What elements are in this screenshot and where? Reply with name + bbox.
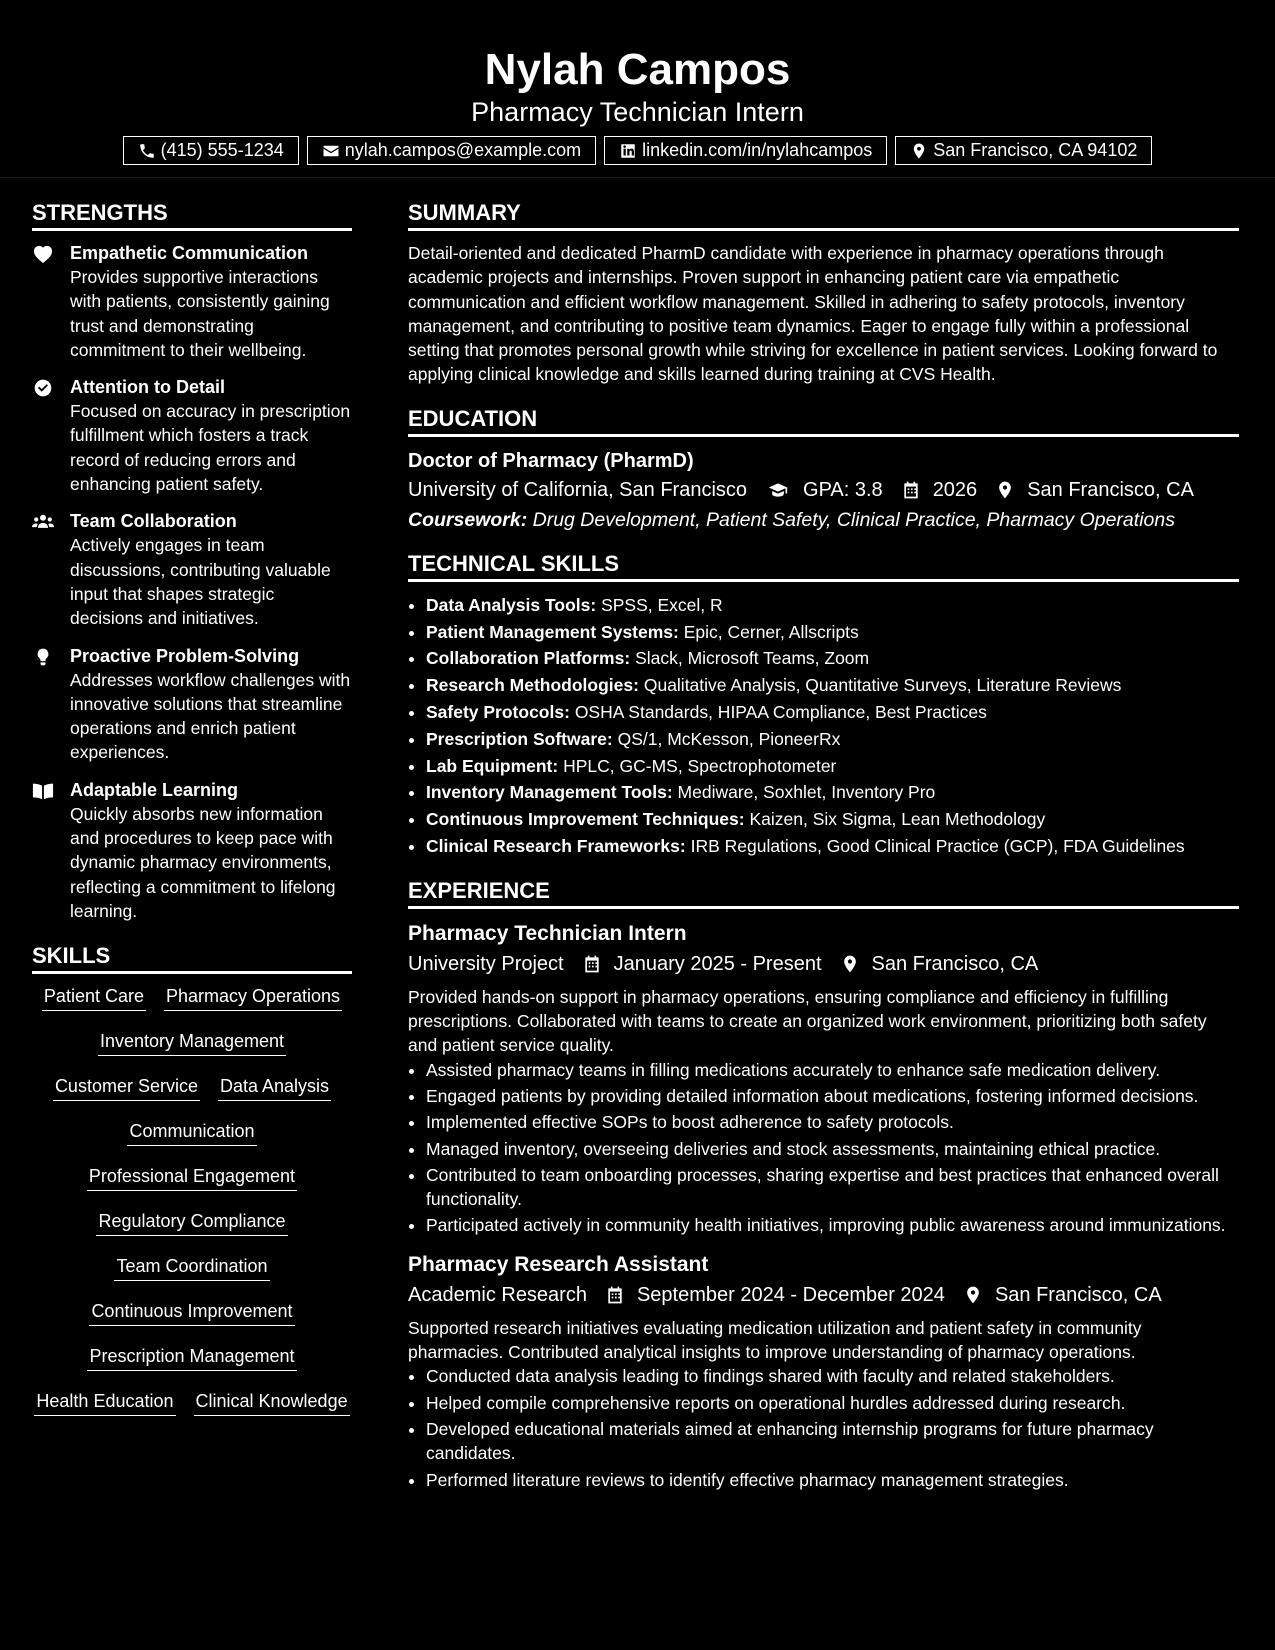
tech-skill-value: SPSS, Excel, R <box>601 594 723 615</box>
list-item: • Conducted data analysis leading to findings shared with faculty and related stakeholders. <box>426 1364 1239 1388</box>
experience-heading: EXPERIENCE <box>408 876 1239 909</box>
tech-skill-value: QS/1, McKesson, PioneerRx <box>617 728 841 749</box>
tech-skill-label: Research Methodologies: <box>426 675 639 696</box>
tech-skill-value: Slack, Microsoft Teams, Zoom <box>635 648 870 669</box>
list-item: • Participated actively in community health initiatives, improving public awareness around immunizations. <box>426 1213 1239 1237</box>
job-entry <box>408 1250 1239 1492</box>
job-meta <box>408 1280 1239 1310</box>
tech-skill-value: HPLC, GC-MS, Spectrophotometer <box>563 755 837 776</box>
list-item <box>426 699 1239 726</box>
book-icon <box>32 781 54 801</box>
job-meta <box>408 949 1239 979</box>
job-entry <box>408 919 1239 1238</box>
tech-skill-label: Data Analysis Tools: <box>426 594 597 615</box>
list-item: • Managed inventory, overseeing deliveries and stock assessments, maintaining ethical practice. <box>426 1137 1239 1161</box>
tech-skill-value: OSHA Standards, HIPAA Compliance, Best Practices <box>574 701 987 722</box>
contact-email[interactable] <box>307 136 596 165</box>
tech-skill-label: Inventory Management Tools: <box>426 782 673 803</box>
job-title: Pharmacy Research Assistant <box>408 1252 709 1276</box>
coursework-label: Coursework: <box>408 508 528 531</box>
education-heading: EDUCATION <box>408 404 1239 437</box>
list-item: • Assisted pharmacy teams in filling medications accurately to enhance safe medication delivery. <box>426 1058 1239 1082</box>
skill-tag: Clinical Knowledge <box>194 1389 350 1416</box>
list-item <box>426 806 1239 833</box>
skill-tag: Patient Care <box>42 984 146 1011</box>
calendar-icon <box>901 480 921 500</box>
strength-desc: Quickly absorbs new information and procedures to keep pace with dynamic pharmacy environments, reflecting a commitment to lifelong learning. <box>70 803 336 921</box>
contact-location-text: San Francisco, CA 94102 <box>933 140 1138 160</box>
list-item <box>426 645 1239 672</box>
resume-header <box>0 0 1275 178</box>
skill-tag: Data Analysis <box>218 1074 331 1101</box>
strength-desc: Provides supportive interactions with patients, consistently gaining trust and demonstrating commitment to their wellbeing. <box>70 267 330 360</box>
skill-tag: Continuous Improvement <box>89 1299 294 1326</box>
job-bullets <box>408 1364 1239 1491</box>
contact-email-text: nylah.campos@example.com <box>344 140 582 160</box>
skill-tag: Regulatory Compliance <box>96 1209 287 1236</box>
graduation-cap-icon <box>765 480 791 500</box>
right-column <box>408 198 1239 1504</box>
list-item <box>426 592 1239 619</box>
contact-phone-text: (415) 555-1234 <box>160 140 284 160</box>
skill-tag: Team Coordination <box>114 1254 269 1281</box>
tech-skill-label: Patient Management Systems: <box>426 621 679 642</box>
strength-desc: Focused on accuracy in prescription fulfillment which fosters a track record of reducing errors and enhancing patient safety. <box>70 401 351 495</box>
strength-title: Team Collaboration <box>70 511 237 532</box>
phone-icon <box>138 142 156 160</box>
technical-skills-list <box>408 592 1239 860</box>
skill-tag: Pharmacy Operations <box>164 984 342 1011</box>
tech-skill-label: Continuous Improvement Techniques: <box>426 809 745 830</box>
skill-tag: Health Education <box>34 1389 175 1416</box>
strength-item <box>32 778 352 923</box>
strength-desc: Actively engages in team discussions, contributing valuable input that shapes strategic decisions and initiatives. <box>70 535 331 629</box>
job-description: Supported research initiatives evaluating medication utilization and patient safety in community pharmacies. Contributed analytical insights to improve understanding of pharmacy operations. <box>408 1317 1142 1363</box>
education-location: San Francisco, CA <box>1027 478 1194 501</box>
list-item: • Implemented effective SOPs to boost adherence to safety protocols. <box>426 1110 1239 1134</box>
skill-tag: Inventory Management <box>98 1029 286 1056</box>
tech-skill-label: Safety Protocols: <box>426 701 570 722</box>
strength-item <box>32 509 352 630</box>
heart-icon <box>32 244 54 264</box>
strength-item <box>32 375 352 496</box>
left-column <box>32 198 352 1434</box>
calendar-icon <box>605 1285 625 1305</box>
candidate-name: Nylah Campos <box>484 45 791 94</box>
education-school: University of California, San Francisco <box>408 478 748 501</box>
tech-skill-label: Collaboration Platforms: <box>426 648 631 669</box>
technical-skills-heading: TECHNICAL SKILLS <box>408 549 1239 582</box>
skill-tag: Prescription Management <box>87 1344 296 1371</box>
job-org: University Project <box>408 952 564 975</box>
summary-heading: SUMMARY <box>408 198 1239 231</box>
contact-phone[interactable] <box>123 136 299 165</box>
list-item: • Performed literature reviews to identify effective pharmacy management strategies. <box>426 1468 1239 1492</box>
strengths-heading: STRENGTHS <box>32 198 352 231</box>
strength-desc: Addresses workflow challenges with innovative solutions that streamline operations and enrich patient experiences. <box>70 669 351 763</box>
list-item: • Contributed to team onboarding processes, sharing expertise and best practices that enhanced overall functionality. <box>426 1163 1239 1212</box>
tech-skill-label: Prescription Software: <box>426 728 613 749</box>
strength-item <box>32 241 352 362</box>
tech-skill-label: Lab Equipment: <box>426 755 559 776</box>
job-location: San Francisco, CA <box>994 1283 1162 1306</box>
skill-tag: Customer Service <box>53 1074 200 1101</box>
coursework-list: Drug Development, Patient Safety, Clinical Practice, Pharmacy Operations <box>532 508 1175 531</box>
envelope-icon <box>322 142 340 160</box>
job-org: Academic Research <box>408 1283 587 1306</box>
contact-linkedin[interactable] <box>604 136 887 165</box>
job-title: Pharmacy Technician Intern <box>408 921 687 945</box>
lightbulb-icon <box>32 647 54 667</box>
education-year: 2026 <box>932 478 978 501</box>
education-coursework <box>408 505 1239 535</box>
tech-skill-value: Mediware, Soxhlet, Inventory Pro <box>677 782 936 803</box>
map-pin-icon <box>995 480 1015 500</box>
strength-title: Adaptable Learning <box>70 779 239 800</box>
map-pin-icon <box>910 142 928 160</box>
users-icon <box>32 512 54 532</box>
education-gpa: GPA: 3.8 <box>803 478 883 501</box>
strength-title: Empathetic Communication <box>70 243 309 263</box>
list-item: • Helped compile comprehensive reports on operational hurdles addressed during research. <box>426 1391 1239 1415</box>
job-location: San Francisco, CA <box>871 952 1039 975</box>
summary-text: Detail-oriented and dedicated PharmD candidate with experience in pharmacy operations through academic projects and internships. Proven support in enhancing patient care via empathetic communication and efficient workflow management. Skilled in adhering to safety protocols, inventory management, and contributing to positive team dynamics. Eager to engage fully within a professional setting that promotes personal growth while striving for excellence in patient services. Looking forward to applying clinical knowledge and skills learned during training at CVS Health. <box>408 243 1218 385</box>
job-dates: September 2024 - December 2024 <box>636 1283 945 1306</box>
calendar-icon <box>582 954 602 974</box>
strength-title: Attention to Detail <box>70 377 225 398</box>
tech-skill-value: Qualitative Analysis, Quantitative Surveys, Literature Reviews <box>643 675 1122 696</box>
contact-location[interactable] <box>895 136 1152 165</box>
education-meta <box>408 475 1239 505</box>
strength-title: Proactive Problem-Solving <box>70 645 300 666</box>
tech-skill-label: Clinical Research Frameworks: <box>426 835 686 856</box>
job-description: Provided hands-on support in pharmacy operations, ensuring compliance and efficiency in fulfilling prescriptions. Collaborated with teams to create an organized work environment, prioritizing both safety and patient service quality. <box>408 986 1207 1056</box>
strength-item <box>32 644 352 765</box>
skills-list <box>32 984 352 1434</box>
list-item <box>426 779 1239 806</box>
list-item <box>426 672 1239 699</box>
list-item <box>426 833 1239 860</box>
list-item: • Engaged patients by providing detailed information about medications, fostering informed decisions. <box>426 1084 1239 1108</box>
map-pin-icon <box>963 1285 983 1305</box>
education-degree: Doctor of Pharmacy (PharmD) <box>408 449 694 472</box>
contact-bar <box>0 136 1275 165</box>
list-item: • Developed educational materials aimed at enhancing internship programs for future pharmacy candidates. <box>426 1417 1239 1466</box>
list-item <box>426 619 1239 646</box>
list-item <box>426 753 1239 780</box>
skill-tag: Communication <box>127 1119 256 1146</box>
linkedin-icon <box>619 142 637 160</box>
list-item <box>426 726 1239 753</box>
job-dates: January 2025 - Present <box>613 952 822 975</box>
map-pin-icon <box>840 954 860 974</box>
skill-tag: Professional Engagement <box>87 1164 297 1191</box>
contact-linkedin-text: linkedin.com/in/nylahcampos <box>642 140 873 160</box>
tech-skill-value: IRB Regulations, Good Clinical Practice (GCP), FDA Guidelines <box>690 835 1185 856</box>
check-circle-icon <box>32 378 54 398</box>
candidate-title: Pharmacy Technician Intern <box>471 97 804 127</box>
tech-skill-value: Kaizen, Six Sigma, Lean Methodology <box>749 809 1046 830</box>
skills-heading: SKILLS <box>32 941 352 974</box>
tech-skill-value: Epic, Cerner, Allscripts <box>683 621 859 642</box>
job-bullets <box>408 1058 1239 1238</box>
